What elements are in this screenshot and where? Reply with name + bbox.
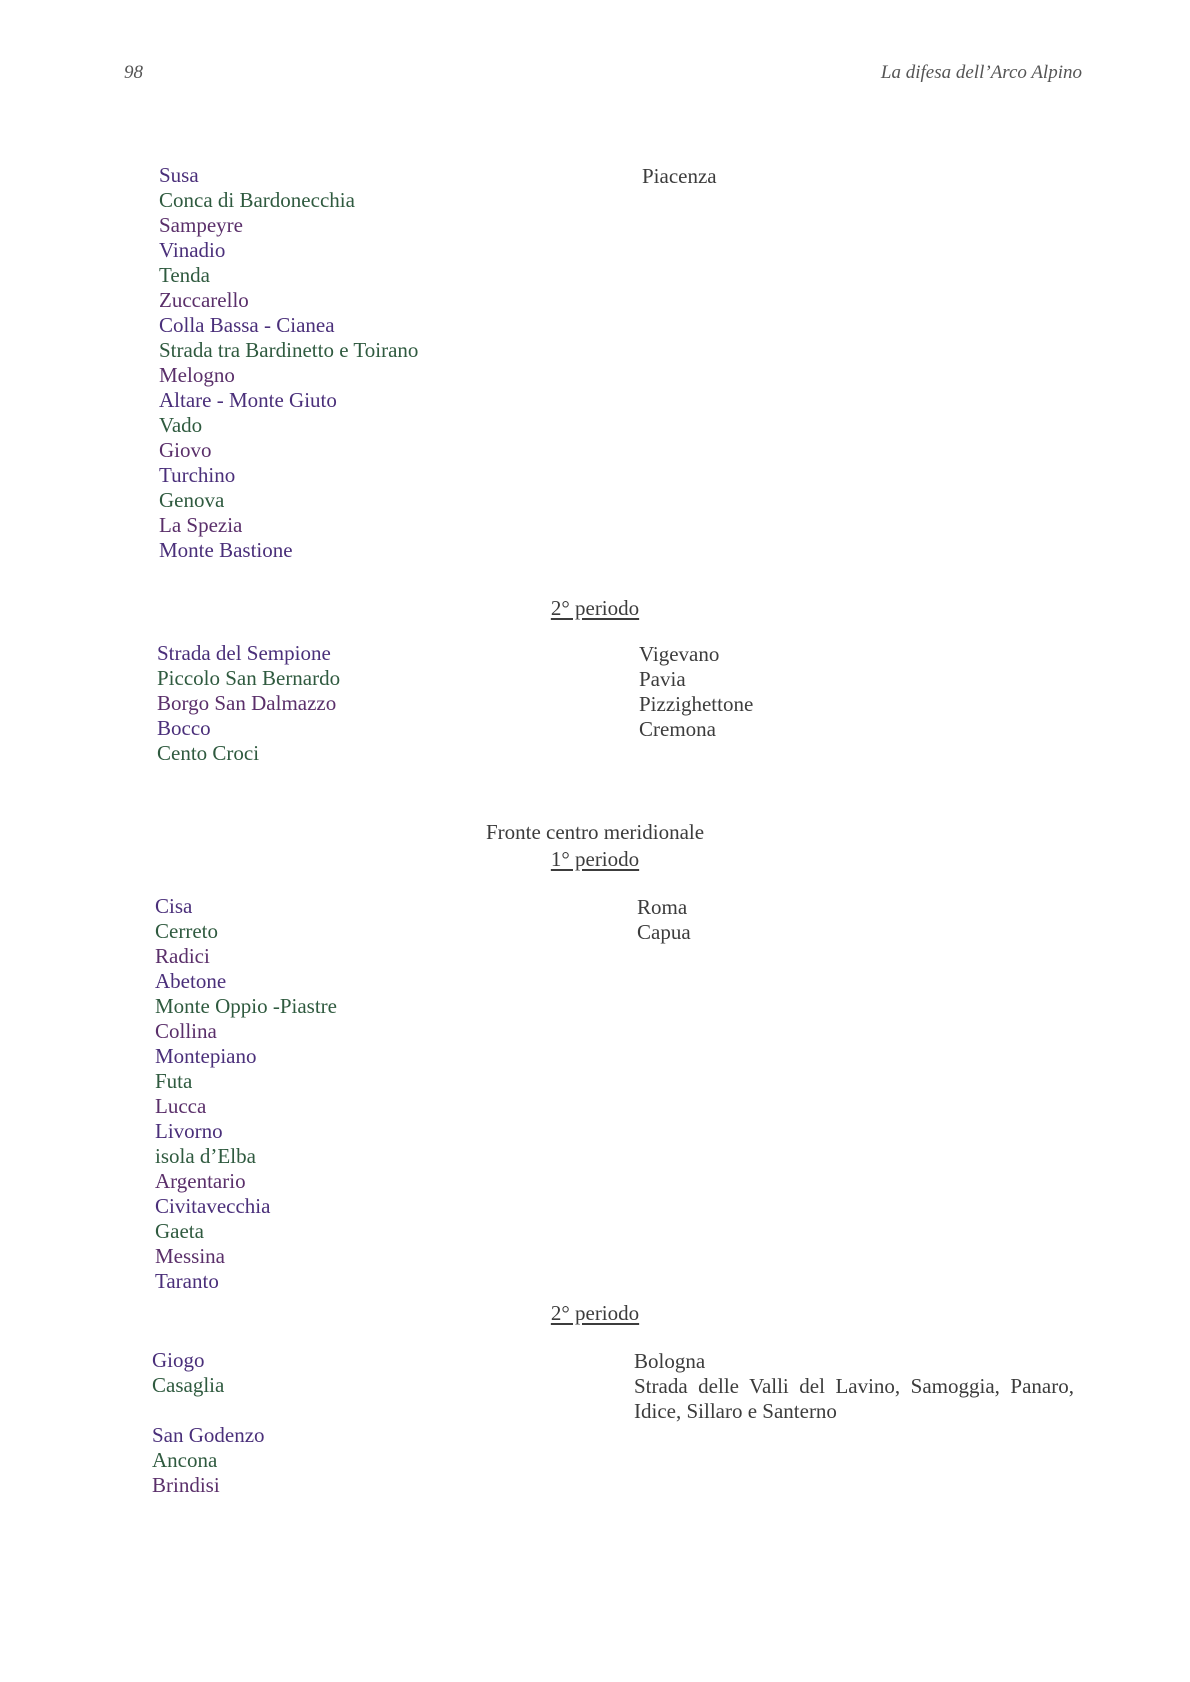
list-item: Giogo [152,1348,205,1372]
list-item: isola d’Elba [155,1144,256,1168]
list-item: Borgo San Dalmazzo [157,691,337,715]
list-item: Vinadio [159,238,226,262]
list-item: Conca di Bardonecchia [159,188,355,212]
list-item: Monte Oppio -Piastre [155,994,337,1018]
list-item: Zuccarello [159,288,249,312]
list-item: La Spezia [159,513,243,537]
section4-right-block [634,1349,1074,1424]
list-item: Tenda [159,263,211,287]
list-item: Ancona [152,1448,218,1472]
section1-left-list [159,163,418,563]
list-item: San Godenzo [152,1423,265,1447]
list-item: Pizzighettone [639,692,754,716]
section3-left-list [155,894,337,1294]
list-item: Sampeyre [159,213,243,237]
list-item: Messina [155,1244,225,1268]
section3-right-list [637,895,691,945]
list-item: Bocco [157,716,211,740]
list-item: Abetone [155,969,227,993]
list-item: Giovo [159,438,212,462]
list-item: Susa [159,163,199,187]
list-item: Radici [155,944,210,968]
section1-right-list [642,164,717,189]
section2-heading: 2° periodo [550,596,640,620]
list-item: Vado [159,413,203,437]
section4-left-list-2 [152,1423,265,1498]
list-item: Vigevano [639,642,720,666]
list-item: Civitavecchia [155,1194,271,1218]
section2-left-list [157,641,340,766]
list-item: Piacenza [642,164,717,188]
list-item: Cento Croci [157,741,260,765]
list-item: Gaeta [155,1219,204,1243]
list-item: Roma [637,895,688,919]
list-item: Taranto [155,1269,219,1293]
list-item: Altare - Monte Giuto [159,388,337,412]
section4-heading: 2° periodo [550,1301,640,1325]
list-item: Strada tra Bardinetto e Toirano [159,338,419,362]
list-item: Piccolo San Bernardo [157,666,341,690]
list-item: Argentario [155,1169,246,1193]
list-item: Brindisi [152,1473,220,1497]
list-item: Casaglia [152,1373,225,1397]
list-item: Pavia [639,667,686,691]
page-number: 98 [124,62,143,83]
section4-left-list-1 [152,1348,224,1398]
running-title: La difesa dell’Arco Alpino [880,62,1082,83]
section3-heading: 1° periodo [550,847,640,871]
list-item: Montepiano [155,1044,257,1068]
list-item: Cerreto [155,919,218,943]
section2-right-list [639,642,753,742]
list-item: Genova [159,488,225,512]
list-item: Livorno [155,1119,223,1143]
section3-title: Fronte centro meridionale [485,820,705,844]
list-item: Monte Bastione [159,538,293,562]
list-item: Colla Bassa - Cianea [159,313,335,337]
list-item: Melogno [159,363,235,387]
list-item: Collina [155,1019,217,1043]
list-item: Cremona [639,717,716,741]
section4-right-line: Bologna [634,1349,706,1373]
list-item: Futa [155,1069,193,1093]
list-item: Turchino [159,463,236,487]
list-item: Capua [637,920,691,944]
list-item: Strada del Sempione [157,641,331,665]
list-item: Lucca [155,1094,207,1118]
list-item: Cisa [155,894,193,918]
section4-right-paragraph: Strada delle Valli del Lavino, Samoggia, Panaro, Idice, Sillaro e Santerno [634,1374,1074,1423]
